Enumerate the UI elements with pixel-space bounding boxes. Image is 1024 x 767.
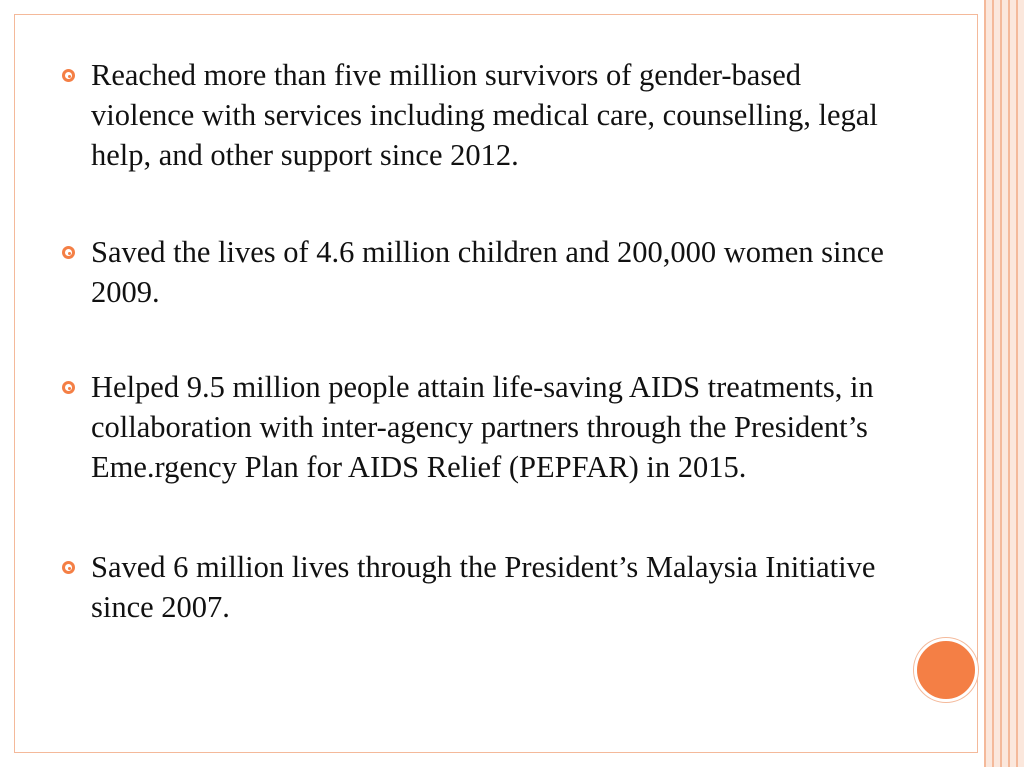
bullet-list bbox=[62, 55, 902, 684]
edge-stripe bbox=[984, 0, 986, 767]
bullet-item bbox=[62, 547, 902, 627]
bullet-text: Saved 6 million lives through the President’s Malaysia Initiative since 2007. bbox=[91, 550, 876, 624]
bullet-text: Reached more than five million survivors of gender-based violence with services including medical care, counselling, legal help, and other support since 2012. bbox=[91, 58, 878, 172]
bullet-item bbox=[62, 55, 902, 175]
bullet-text: Helped 9.5 million people attain life-saving AIDS treatments, in collaboration with inter-agency partners through the President’s Eme.rgency Plan for AIDS Relief (PEPFAR) in 2015. bbox=[91, 370, 874, 484]
bullet-item bbox=[62, 232, 902, 312]
bullet-marker-icon bbox=[62, 561, 75, 574]
bullet-text: Saved the lives of 4.6 million children and 200,000 women since 2009. bbox=[91, 235, 884, 309]
bullet-marker-icon bbox=[62, 381, 75, 394]
decorative-circle bbox=[914, 638, 978, 702]
edge-stripe bbox=[1008, 0, 1010, 767]
bullet-item bbox=[62, 367, 902, 487]
right-edge-band bbox=[984, 0, 1024, 767]
bullet-marker-icon bbox=[62, 246, 75, 259]
edge-stripe bbox=[1016, 0, 1018, 767]
edge-stripe bbox=[1000, 0, 1002, 767]
edge-stripe bbox=[992, 0, 994, 767]
bullet-marker-icon bbox=[62, 69, 75, 82]
